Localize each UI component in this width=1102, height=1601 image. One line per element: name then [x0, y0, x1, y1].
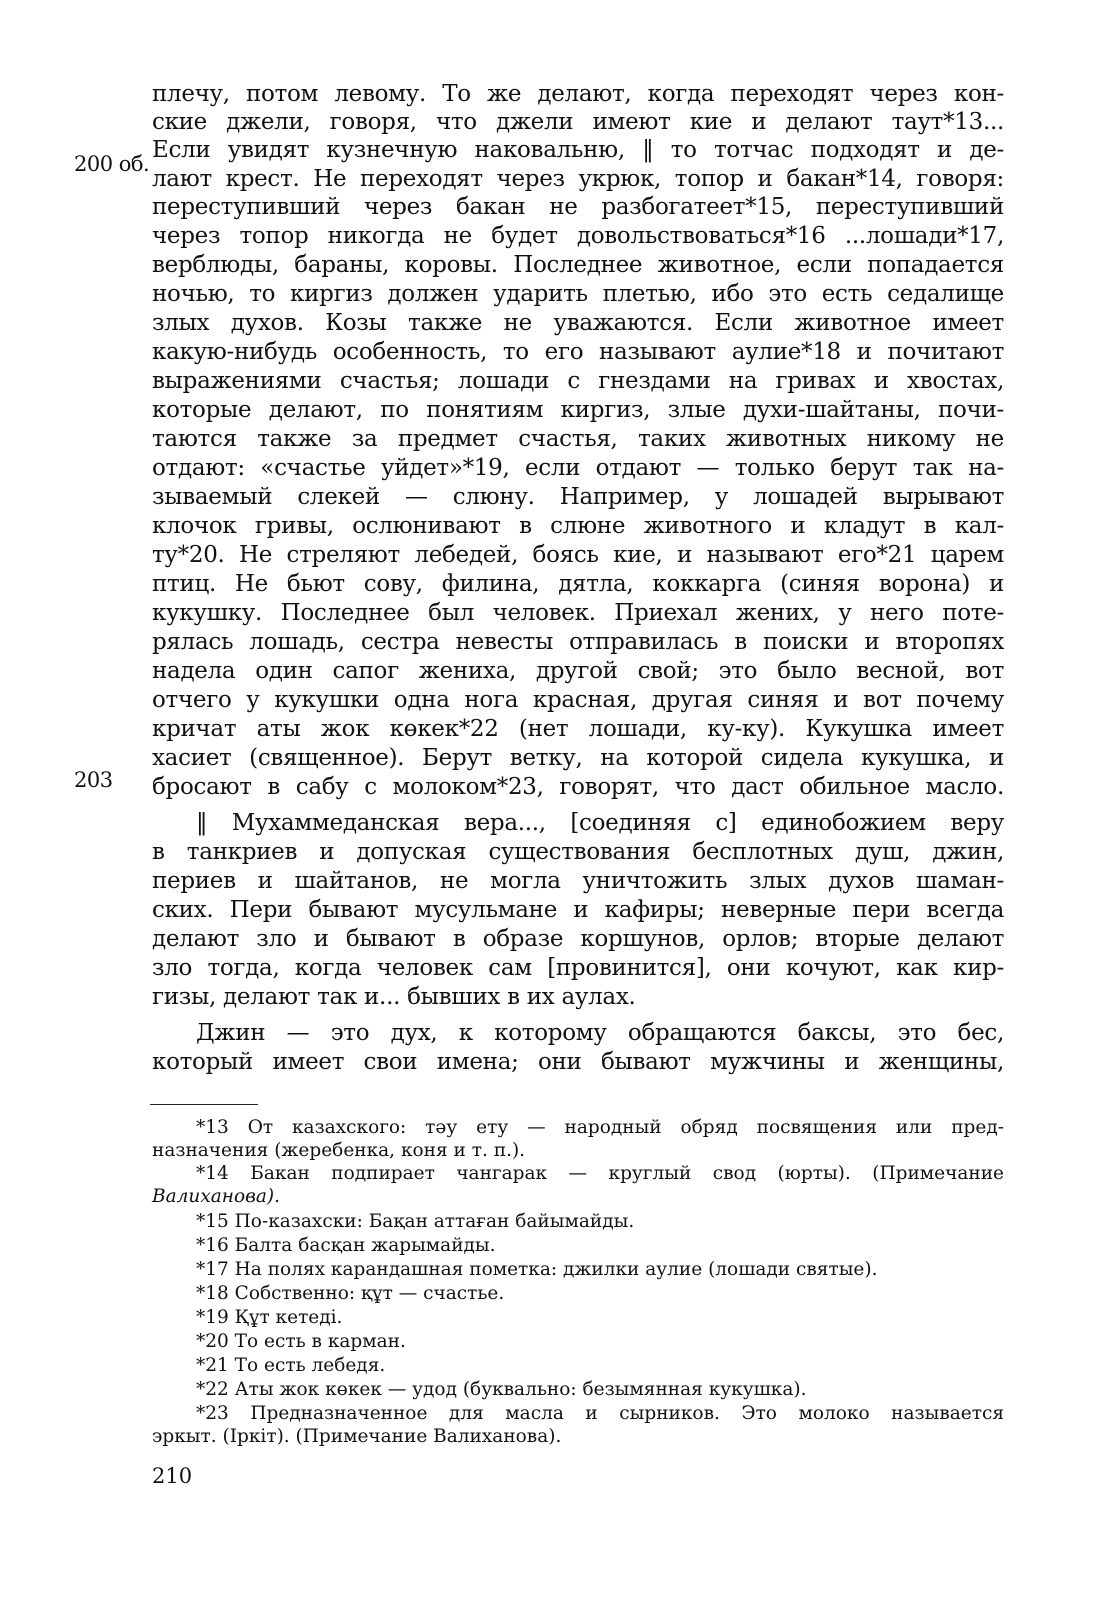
- text-line: отдают: «счастье уйдет»*19, если отдают — только берут так на-: [152, 455, 1004, 481]
- text-line: таются также за предмет счастья, таких животных никому не: [152, 426, 1004, 452]
- footnote-line: *15 По-казахски: Бақан аттаған байымайды.: [196, 1211, 635, 1232]
- text-line: верблюды, бараны, коровы. Последнее животное, если попадается: [152, 252, 1004, 278]
- text-line: выражениями счастья; лошади с гнездами на гривах и хвостах,: [152, 368, 1004, 394]
- page-number: 210: [152, 1464, 193, 1488]
- text-line: через топор никогда не будет довольствоваться*16 ...лошади*17,: [152, 223, 1004, 249]
- text-line: которые делают, по понятиям киргиз, злые духи-шайтаны, почи-: [152, 397, 1004, 423]
- footnote-line: *23 Предназначенное для масла и сырников. Это молоко называется: [196, 1403, 1004, 1424]
- text-line: птиц. Не бьют сову, филина, дятла, коккарга (синяя ворона) и: [152, 571, 1004, 597]
- text-line: ские джели, говоря, что джели имеют кие и делают таут*13...: [152, 109, 1004, 135]
- text-line: бросают в сабу с молоком*23, говорят, что даст обильное масло.: [152, 774, 1004, 800]
- footnote-line: *16 Балта басқан жарымайды.: [196, 1235, 496, 1256]
- text-line: Джин — это дух, к которому обращаются баксы, это бес,: [196, 1020, 1004, 1046]
- margin-page-reference: 203: [74, 768, 113, 792]
- text-line: кричат аты жок көкек*22 (нет лошади, ку-ку). Кукушка имеет: [152, 716, 1004, 742]
- footnote-line: *19 Құт кетеді.: [196, 1307, 343, 1328]
- footnote-line: *14 Бакан подпирает чангарак — круглый свод (юрты). (Примечание: [196, 1163, 1004, 1184]
- footnote-line: *21 То есть лебедя.: [196, 1355, 386, 1376]
- text-line: периев и шайтанов, не могла уничтожить злых духов шаман-: [152, 868, 1004, 894]
- text-line: гизы, делают так и... бывших в их аулах.: [152, 984, 636, 1010]
- text-line: плечу, потом левому. То же делают, когда переходят через кон-: [152, 81, 1004, 107]
- text-line: отчего у кукушки одна нога красная, другая синяя и вот почему: [152, 687, 1004, 713]
- text-line: какую-нибудь особенность, то его называют аулие*18 и почитают: [152, 339, 1004, 365]
- text-line: ‖ Мухаммеданская вера..., [соединяя с] единобожием веру: [196, 810, 1004, 836]
- footnote-line: эркыт. (Іркіт). (Примечание Валиханова).: [152, 1426, 562, 1447]
- text-line: злых духов. Козы также не уважаются. Если животное имеет: [152, 310, 1004, 336]
- text-line: делают зло и бывают в образе коршунов, орлов; вторые делают: [152, 926, 1004, 952]
- text-line: хасиет (священное). Берут ветку, на которой сидела кукушка, и: [152, 745, 1004, 771]
- footnote-line: назначения (жеребенка, коня и т. п.).: [152, 1140, 526, 1161]
- footnote-line: *18 Собственно: құт — счастье.: [196, 1283, 505, 1304]
- text-line: лают крест. Не переходят через укрюк, топор и бакан*14, говоря:: [152, 166, 1004, 192]
- text-line: надела один сапог жениха, другой свой; это было весной, вот: [152, 658, 1004, 684]
- text-line: переступивший через бакан не разбогатеет*15, переступивший: [152, 194, 1004, 220]
- footnote-separator: [150, 1104, 258, 1105]
- footnote-line: *22 Аты жок көкек — удод (буквально: безымянная кукушка).: [196, 1379, 807, 1400]
- text-line: зло тогда, когда человек сам [провинится], они кочуют, как кир-: [152, 955, 1004, 981]
- footnote-line: *13 От казахского: тәу ету — народный обряд посвящения или пред-: [196, 1117, 1004, 1138]
- text-line: ту*20. Не стреляют лебедей, боясь кие, и называют его*21 царем: [152, 542, 1004, 568]
- text-line: который имеет свои имена; они бывают мужчины и женщины,: [152, 1049, 1004, 1075]
- text-line: ночью, то киргиз должен ударить плетью, ибо это есть седалище: [152, 281, 1004, 307]
- text-line: Если увидят кузнечную наковальню, ‖ то тотчас подходят и де-: [152, 137, 1004, 163]
- text-line: клочок гривы, ослюнивают в слюне животного и кладут в кал-: [152, 513, 1004, 539]
- footnote-line: *17 На полях карандашная пометка: джилки аулие (лошади святые).: [196, 1259, 878, 1280]
- text-line: в танкриев и допуская существования бесплотных душ, джин,: [152, 839, 1004, 865]
- footnote-line: *20 То есть в карман.: [196, 1331, 406, 1352]
- text-line: зываемый слекей — слюну. Например, у лошадей вырывают: [152, 484, 1004, 510]
- footnote-line: Валиханова).: [152, 1186, 281, 1207]
- margin-folio-note: 200 об.: [74, 152, 150, 176]
- text-line: ских. Пери бывают мусульмане и кафиры; неверные пери всегда: [152, 897, 1004, 923]
- text-line: рялась лошадь, сестра невесты отправилась в поиски и второпях: [152, 629, 1004, 655]
- text-line: кукушку. Последнее был человек. Приехал жених, у него поте-: [152, 600, 1004, 626]
